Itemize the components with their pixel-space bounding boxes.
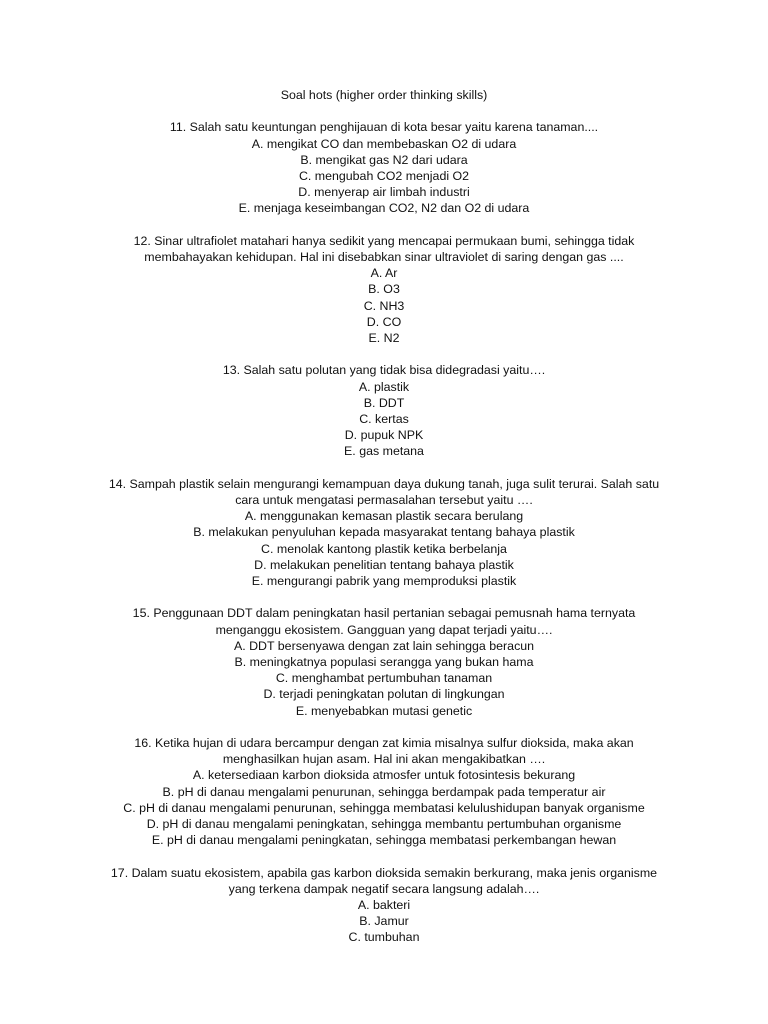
answer-option: C. menghambat pertumbuhan tanaman [275,671,493,686]
answer-option: A. plastik [358,379,410,394]
question-stem: 11. Salah satu keuntungan penghijauan di kota besar yaitu karena tanaman.... [169,120,599,135]
answer-option: B. meningkatnya populasi serangga yang bukan hama [234,655,534,670]
answer-option: D. terjadi peningkatan polutan di lingkungan [263,687,505,702]
question-14 [60,476,708,589]
question-stem: 14. Sampah plastik selain mengurangi kemampuan daya dukung tanah, juga sulit terurai. Salah satu [108,476,660,491]
answer-option: B. pH di danau mengalami penurunan, sehingga berdampak pada temperatur air [162,784,606,799]
question-stem: 17. Dalam suatu ekosistem, apabila gas karbon dioksida semakin berkurang, maka jenis organisme [110,865,658,880]
question-stem: yang terkena dampak negatif secara langsung adalah…. [228,881,540,896]
answer-option: A. bakteri [357,898,411,913]
answer-option: B. melakukan penyuluhan kepada masyarakat tentang bahaya plastik [193,525,575,540]
answer-option: E. mengurangi pabrik yang memproduksi plastik [251,574,517,589]
question-stem: 13. Salah satu polutan yang tidak bisa didegradasi yaitu…. [222,363,546,378]
question-stem: 12. Sinar ultrafiolet matahari hanya sedikit yang mencapai permukaan bumi, sehingga tidak [133,233,635,248]
answer-option: D. melakukan penelitian tentang bahaya plastik [254,557,514,572]
question-12 [60,233,708,346]
question-15 [60,605,708,718]
answer-option: A. menggunakan kemasan plastik secara berulang [244,509,524,524]
answer-option: E. menjaga keseimbangan CO2, N2 dan O2 di udara [238,201,530,216]
question-17 [60,865,708,946]
answer-option: E. N2 [368,331,400,346]
question-stem: menghasilkan hujan asam. Hal ini akan mengakibatkan …. [222,752,546,767]
answer-option: D. pH di danau mengalami peningkatan, sehingga membantu pertumbuhan organisme [146,817,622,832]
question-stem: menganggu ekosistem. Gangguan yang dapat terjadi yaitu…. [215,622,553,637]
question-stem: membahayakan kehidupan. Hal ini disebabkan sinar ultraviolet di saring dengan gas .... [144,250,624,264]
question-11 [60,119,708,216]
answer-option: A. DDT bersenyawa dengan zat lain sehingga beracun [233,638,535,653]
document-title: Soal hots (higher order thinking skills) [280,88,488,102]
answer-option: E. menyebabkan mutasi genetic [295,703,473,718]
answer-option: A. ketersediaan karbon dioksida atmosfer untuk fotosintesis bekurang [192,768,576,783]
answer-option: A. Ar [370,266,398,281]
answer-option: C. tumbuhan [348,930,420,945]
question-stem: 15. Penggunaan DDT dalam peningkatan hasil pertanian sebagai pemusnah hama ternyata [132,606,636,621]
answer-option: D. CO [366,314,402,329]
answer-option: E. pH di danau mengalami peningkatan, sehingga membatasi perkembangan hewan [151,833,617,848]
answer-option: C. mengubah CO2 menjadi O2 [298,169,470,183]
answer-option: C. kertas [359,412,409,427]
answer-option: B. mengikat gas N2 dari udara [300,152,468,167]
answer-option: B. O3 [368,282,400,297]
answer-option: C. NH3 [363,298,405,313]
answer-option: B. DDT [363,395,405,410]
answer-option: C. menolak kantong plastik ketika berbelanja [261,541,507,556]
answer-option: B. Jamur [359,914,409,929]
answer-option: C. pH di danau mengalami penurunan, sehingga membatasi kelulushidupan banyak organisme [123,800,645,815]
question-stem: 16. Ketika hujan di udara bercampur dengan zat kimia misalnya sulfur dioksida, maka akan [134,736,634,751]
answer-option: E. gas metana [344,444,424,459]
answer-option: D. menyerap air limbah industri [298,185,470,200]
answer-option: A. mengikat CO dan membebaskan O2 di udara [251,136,517,151]
question-16 [60,735,708,848]
question-13 [60,362,708,459]
document-body [60,87,708,962]
answer-option: D. pupuk NPK [344,428,424,443]
question-stem: cara untuk mengatasi permasalahan tersebut yaitu …. [235,493,533,508]
